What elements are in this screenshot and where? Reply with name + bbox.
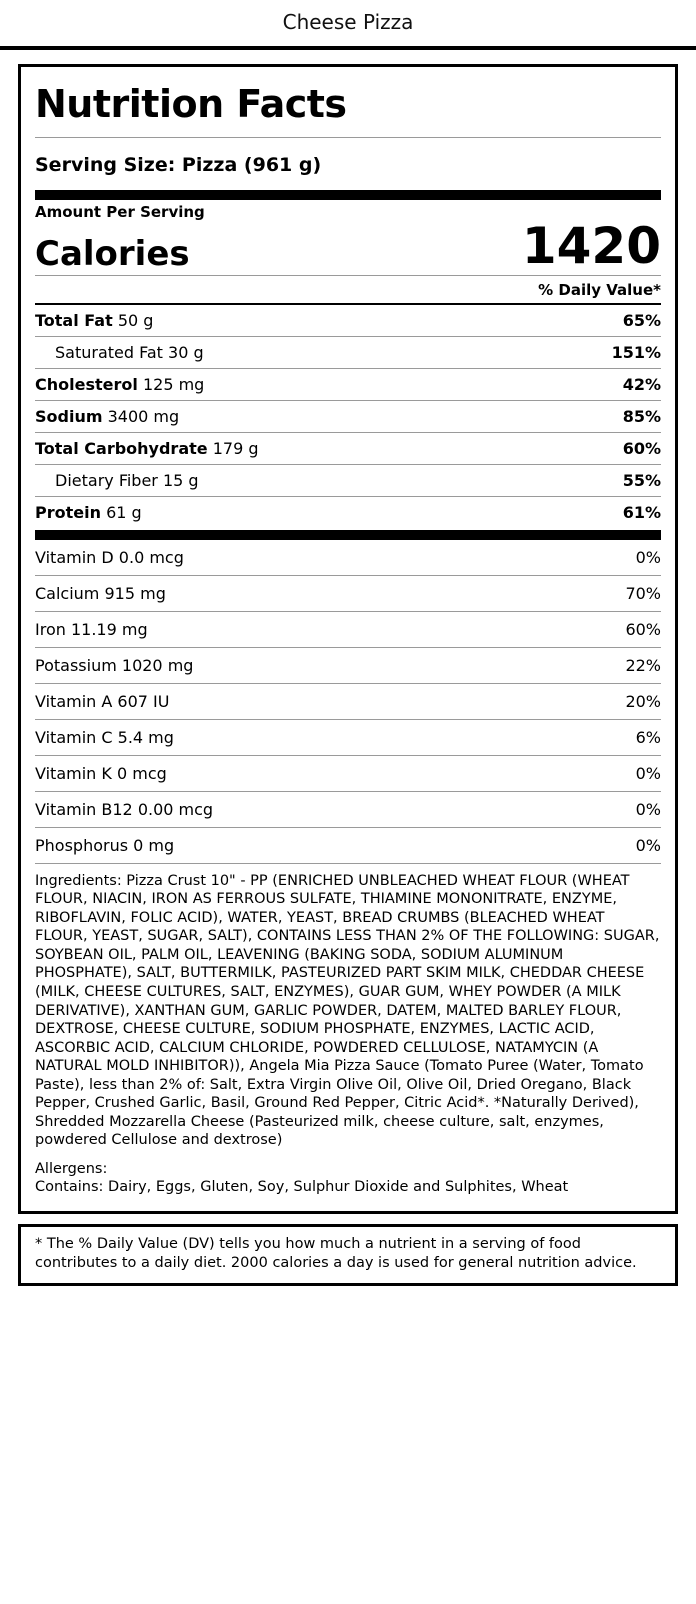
- vitamin-name-amount: [35, 620, 148, 639]
- nutrient-dv: 42%: [622, 374, 661, 394]
- vitamins-divider: [35, 530, 661, 540]
- product-title: Cheese Pizza: [282, 10, 414, 34]
- nutrient-amount: 30 g: [168, 342, 204, 362]
- nutrient-amount: 61 g: [106, 502, 142, 522]
- vitamin-row: [35, 791, 661, 827]
- vitamin-amount: 11.19 mg: [70, 619, 148, 639]
- main-nutrient-list: [35, 303, 661, 528]
- nutrient-name-amount: [35, 375, 204, 394]
- vitamin-row: [35, 719, 661, 755]
- vitamin-dv: 70%: [625, 583, 661, 603]
- vitamin-name: Vitamin B12: [35, 799, 133, 819]
- vitamin-name: Vitamin C: [35, 727, 113, 747]
- nutrient-row: [35, 464, 661, 496]
- vitamin-name-amount: [35, 728, 174, 747]
- nutrient-name-amount: [35, 503, 142, 522]
- nutrient-row: [35, 368, 661, 400]
- panel-bottom-spacer: [35, 1207, 661, 1211]
- nutrient-row: [35, 336, 661, 368]
- nutrient-name: Saturated Fat: [55, 342, 163, 362]
- vitamin-dv: 60%: [625, 619, 661, 639]
- serving-divider: [35, 190, 661, 200]
- nutrient-name-amount: [35, 471, 199, 490]
- nutrient-row: [35, 496, 661, 528]
- vitamin-amount: 607 IU: [117, 691, 170, 711]
- daily-value-footnote: * The % Daily Value (DV) tells you how much a nutrient in a serving of food contributes to a daily diet. 2000 calories a day is used for general nutrition advice.: [35, 1235, 637, 1272]
- nutrient-row: [35, 432, 661, 464]
- nutrient-row: [35, 303, 661, 336]
- nutrient-name: Total Fat: [35, 310, 113, 330]
- vitamin-row: [35, 683, 661, 719]
- vitamin-amount: 0 mg: [133, 835, 175, 855]
- nutrient-name: Protein: [35, 502, 101, 522]
- nutrient-name: Cholesterol: [35, 374, 138, 394]
- title-divider: [0, 46, 696, 50]
- vitamin-name-amount: [35, 836, 174, 855]
- nutrient-amount: 125 mg: [142, 374, 205, 394]
- nutrient-amount: 50 g: [117, 310, 154, 330]
- vitamin-name-amount: [35, 656, 193, 675]
- nutrient-name-amount: [35, 343, 204, 362]
- nutrient-amount: 179 g: [212, 438, 259, 458]
- allergens-label: Allergens:: [35, 1160, 108, 1177]
- vitamin-name: Vitamin A: [35, 691, 113, 711]
- vitamin-name-amount: [35, 692, 169, 711]
- vitamin-row: [35, 611, 661, 647]
- vitamin-amount: 915 mg: [104, 583, 166, 603]
- serving-size: Serving Size: Pizza (961 g): [35, 153, 322, 176]
- vitamin-name-amount: [35, 800, 213, 819]
- vitamin-list: [35, 540, 661, 863]
- vitamin-name: Potassium: [35, 655, 117, 675]
- nutrient-amount: 15 g: [162, 470, 199, 490]
- ingredients-text: Ingredients: Pizza Crust 10" - PP (ENRICHED UNBLEACHED WHEAT FLOUR (WHEAT FLOUR, NIACIN, IRON AS FERROUS SULFATE, THIAMINE MONONITRATE, ENZYME, RIBOFLAVIN, FOLIC ACID), WATER, YEAST, BREAD CRUMBS (BLEACHED WHEAT FLOUR, YEAST, SUGAR, SALT), CONTAINS LESS THAN 2% OF THE FOLLOWING: SUGAR, SOYBEAN OIL, PALM OIL, LEAVENING (BAKING SODA, SODIUM ALUMINUM PHOSPHATE), SALT, BUTTERMILK, PASTEURIZED PART SKIM MILK, CHEDDAR CHEESE (MILK, CHEESE CULTURES, SALT, ENZYMES), GUAR GUM, WHEY POWDER (A MILK DERIVATIVE), XANTHAN GUM, GARLIC POWDER, DATEM, MALTED BARLEY FLOUR, DEXTROSE, CHEESE CULTURE, SODIUM PHOSPHATE, ENZYMES, LACTIC ACID, ASCORBIC ACID, CALCIUM CHLORIDE, POWDERED CELLULOSE, NATAMYCIN (A NATURAL MOLD INHIBITOR)), Angela Mia Pizza Sauce (Tomato Puree (Water, Tomato Paste), less than 2% of: Salt, Extra Virgin Olive Oil, Olive Oil, Dried Oregano, Black Pepper, Crushed Garlic, Basil, Ground Red Pepper, Citric Acid*. *Naturally Derived), Shredded Mozzarella Cheese (Pasteurized milk, cheese culture, salt, enzymes, powdered Cellulose and dextrose): [35, 863, 661, 1160]
- nutrient-dv: 61%: [622, 502, 661, 522]
- vitamin-dv: 0%: [635, 763, 661, 783]
- vitamin-name: Iron: [35, 619, 66, 639]
- nutrient-name-amount: [35, 439, 259, 458]
- vitamin-name: Vitamin D: [35, 547, 114, 567]
- nutrient-dv: 60%: [622, 438, 661, 458]
- nutrient-row: [35, 400, 661, 432]
- vitamin-row: [35, 647, 661, 683]
- vitamin-amount: 1020 mg: [121, 655, 194, 675]
- nutrient-name: Total Carbohydrate: [35, 438, 208, 458]
- nutrition-facts-heading: Nutrition Facts: [35, 82, 347, 126]
- vitamin-name: Calcium: [35, 583, 100, 603]
- daily-value-header: % Daily Value*: [538, 280, 661, 299]
- vitamin-name: Phosphorus: [35, 835, 129, 855]
- footnote-box: [18, 1224, 678, 1286]
- allergens-text: Contains: Dairy, Eggs, Gluten, Soy, Sulphur Dioxide and Sulphites, Wheat: [35, 1179, 569, 1196]
- nutrient-name: Sodium: [35, 406, 103, 426]
- calories-row: [35, 216, 661, 275]
- nutrient-name: Dietary Fiber: [55, 470, 158, 490]
- vitamin-dv: 22%: [625, 655, 661, 675]
- vitamin-name-amount: [35, 584, 166, 603]
- nutrient-amount: 3400 mg: [107, 406, 180, 426]
- vitamin-dv: 6%: [635, 727, 661, 747]
- vitamin-name: Vitamin K: [35, 763, 112, 783]
- nutrient-dv: 65%: [622, 310, 661, 330]
- vitamin-row: [35, 827, 661, 863]
- vitamin-name-amount: [35, 548, 184, 567]
- vitamin-dv: 0%: [635, 799, 661, 819]
- vitamin-row: [35, 540, 661, 575]
- vitamin-amount: 5.4 mg: [117, 727, 174, 747]
- nutrient-dv: 55%: [622, 470, 661, 490]
- vitamin-amount: 0 mcg: [116, 763, 167, 783]
- calories-value: 1420: [521, 216, 661, 275]
- nutrition-facts-panel: [18, 64, 678, 1214]
- nutrient-dv: 151%: [611, 342, 661, 362]
- nutrient-name-amount: [35, 407, 179, 426]
- vitamin-amount: 0.0 mcg: [118, 547, 184, 567]
- calories-label: Calories: [35, 233, 190, 274]
- amount-per-serving-label: Amount Per Serving: [35, 202, 205, 221]
- nutrient-dv: 85%: [622, 406, 661, 426]
- nutrient-name-amount: [35, 311, 153, 330]
- vitamin-dv: 20%: [625, 691, 661, 711]
- vitamin-dv: 0%: [635, 835, 661, 855]
- vitamin-dv: 0%: [635, 547, 661, 567]
- vitamin-row: [35, 575, 661, 611]
- vitamin-row: [35, 755, 661, 791]
- vitamin-amount: 0.00 mcg: [137, 799, 214, 819]
- vitamin-name-amount: [35, 764, 167, 783]
